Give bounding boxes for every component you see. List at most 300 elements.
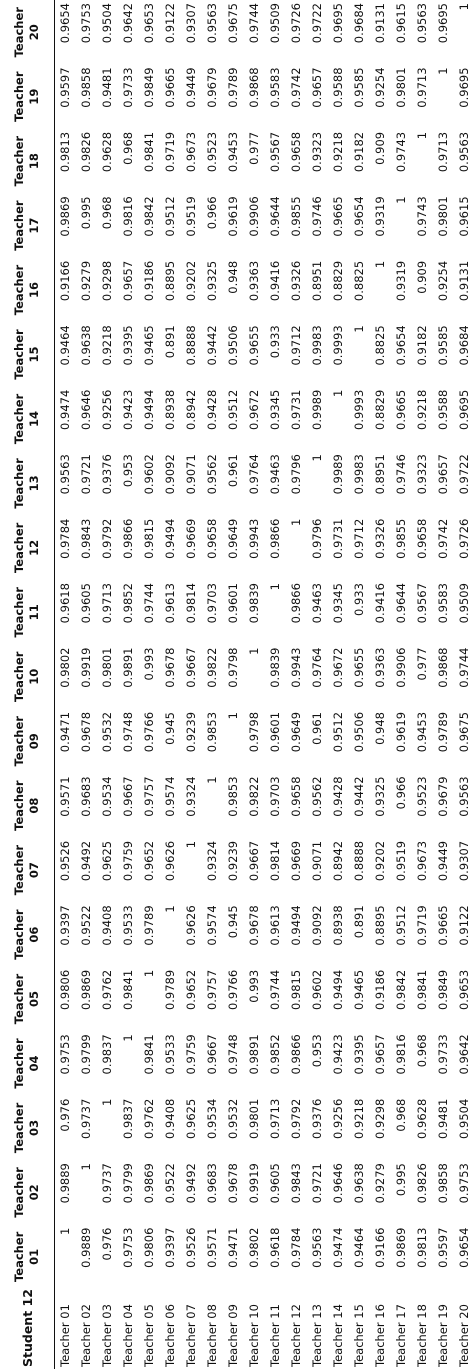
table-cell: 0.9574 xyxy=(205,905,219,946)
table-cell: 0.9533 xyxy=(163,1034,177,1075)
table-cell: 0.9613 xyxy=(268,905,282,946)
table-cell: 0.9449 xyxy=(184,67,198,108)
column-header-line1: Teacher xyxy=(12,1038,26,1089)
table-cell: 0.9618 xyxy=(58,583,73,624)
table-cell: 0.9492 xyxy=(184,1163,198,1204)
row-label: Teacher 06 xyxy=(163,1304,177,1367)
table-cell: 0.8938 xyxy=(331,905,345,946)
table-cell: 0.9254 xyxy=(436,260,450,302)
table-cell: 0.9649 xyxy=(289,711,303,753)
table-cell: 0.9989 xyxy=(310,389,324,430)
table-cell: 0.9737 xyxy=(79,1098,93,1139)
table-cell: 0.9256 xyxy=(331,1098,345,1139)
column-header-line1: Teacher xyxy=(12,200,26,251)
table-cell: 0.9563 xyxy=(205,3,219,44)
table-cell: 0.9802 xyxy=(58,647,73,688)
table-cell: 0.9757 xyxy=(142,776,156,817)
table-cell: 0.9463 xyxy=(310,583,324,624)
table-cell: 0.9583 xyxy=(268,67,282,108)
column-header-line2: 18 xyxy=(27,153,41,170)
table-cell: 0.9567 xyxy=(268,131,282,173)
table-cell: 0.9853 xyxy=(205,711,219,753)
table-cell: 0.9789 xyxy=(226,67,240,108)
table-cell: 0.9891 xyxy=(247,1034,261,1075)
table-cell: 0.9839 xyxy=(247,583,261,624)
table-row xyxy=(139,0,160,1369)
table-cell: 0.9853 xyxy=(226,776,240,817)
table-cell: 0.9442 xyxy=(205,325,219,366)
column-header-line1: Teacher xyxy=(12,71,26,122)
table-cell: 0.9585 xyxy=(436,325,450,366)
table-cell: 0.9652 xyxy=(142,840,156,882)
table-cell: 0.9796 xyxy=(310,518,324,559)
table-cell: 0.9746 xyxy=(394,454,408,495)
table-cell: 0.9319 xyxy=(373,196,387,237)
table-cell: 1 xyxy=(226,711,240,720)
table-cell: 0.945 xyxy=(226,905,240,939)
table-cell: 0.966 xyxy=(394,776,408,810)
table-cell: 0.8942 xyxy=(184,389,198,430)
table-cell: 1 xyxy=(79,1163,93,1171)
column-header xyxy=(0,129,55,193)
table-cell: 0.9605 xyxy=(268,1163,282,1204)
table-cell: 0.9753 xyxy=(79,3,93,44)
table-cell: 0.9562 xyxy=(310,776,324,817)
table-cell: 0.9463 xyxy=(268,454,282,495)
table-row xyxy=(202,0,223,1369)
table-cell: 0.9395 xyxy=(121,325,135,366)
table-cell: 0.9519 xyxy=(394,840,408,882)
table-cell: 0.9654 xyxy=(394,325,408,366)
table-cell: 0.9869 xyxy=(79,969,93,1011)
column-header xyxy=(0,322,55,386)
table-cell: 0.9866 xyxy=(121,518,135,559)
table-cell: 0.9764 xyxy=(310,647,324,688)
table-cell: 0.8829 xyxy=(373,389,387,430)
table-cell: 0.9186 xyxy=(373,969,387,1011)
table-cell: 0.995 xyxy=(79,196,93,230)
table-cell: 0.9866 xyxy=(289,583,303,624)
table-cell: 0.9464 xyxy=(58,325,73,366)
table-cell: 0.9131 xyxy=(457,260,471,302)
table-cell: 0.9588 xyxy=(436,389,450,430)
table-cell: 0.9891 xyxy=(121,647,135,688)
table-cell: 0.909 xyxy=(373,131,387,165)
table-cell: 0.9839 xyxy=(268,647,282,688)
table-cell: 0.9806 xyxy=(58,969,73,1011)
table-cell: 1 xyxy=(163,905,177,913)
table-cell: 0.9792 xyxy=(289,1098,303,1139)
table-cell: 0.968 xyxy=(394,1098,408,1132)
table-cell: 0.9703 xyxy=(205,583,219,624)
table-cell: 0.9799 xyxy=(121,1163,135,1204)
column-header xyxy=(0,967,55,1031)
table-cell: 0.9615 xyxy=(394,3,408,44)
table-row xyxy=(181,0,202,1369)
table-cell: 0.9279 xyxy=(373,1163,387,1204)
table-cell: 0.9849 xyxy=(142,67,156,108)
table-cell: 0.9658 xyxy=(289,776,303,817)
table-cell: 0.9449 xyxy=(436,840,450,882)
table-cell: 0.9563 xyxy=(58,454,73,495)
table-cell: 0.9667 xyxy=(247,840,261,882)
column-header xyxy=(0,0,55,64)
table-cell: 0.9919 xyxy=(247,1163,261,1204)
table-cell: 0.9166 xyxy=(58,260,73,302)
table-cell: 0.9852 xyxy=(121,583,135,624)
table-cell: 0.9494 xyxy=(331,969,345,1011)
table-cell: 0.9789 xyxy=(142,905,156,946)
table-cell: 0.9906 xyxy=(247,196,261,237)
table-cell: 0.9759 xyxy=(121,840,135,882)
table-cell: 0.9678 xyxy=(226,1163,240,1204)
table-cell: 0.9766 xyxy=(226,969,240,1011)
column-header-line2: 02 xyxy=(27,1184,41,1201)
table-cell: 0.9509 xyxy=(268,3,282,44)
table-cell: 0.9667 xyxy=(205,1034,219,1075)
column-header xyxy=(0,1031,55,1095)
table-cell: 0.9615 xyxy=(457,196,471,237)
table-cell: 0.8951 xyxy=(310,260,324,302)
table-row xyxy=(370,0,391,1369)
table-cell: 0.9071 xyxy=(310,840,324,882)
table-cell: 0.9815 xyxy=(289,969,303,1011)
column-header-line1: Teacher xyxy=(12,844,26,896)
table-cell: 0.9657 xyxy=(436,454,450,495)
table-cell: 0.9744 xyxy=(268,969,282,1011)
table-cell: 0.9733 xyxy=(436,1034,450,1075)
table-cell: 0.9423 xyxy=(331,1034,345,1075)
table-cell: 0.9519 xyxy=(184,196,198,237)
table-cell: 1 xyxy=(247,647,261,655)
table-cell: 0.995 xyxy=(394,1163,408,1197)
row-label: Teacher 14 xyxy=(331,1304,345,1367)
table-row xyxy=(391,0,412,1369)
table-cell: 0.9522 xyxy=(163,1163,177,1204)
table-cell: 0.9657 xyxy=(121,260,135,302)
table-cell: 0.9588 xyxy=(331,67,345,108)
table-cell: 0.9254 xyxy=(373,67,387,108)
column-header-line2: 15 xyxy=(27,346,41,363)
table-cell: 0.9408 xyxy=(163,1098,177,1139)
table-cell: 0.9841 xyxy=(142,1034,156,1075)
table-cell: 0.9512 xyxy=(331,711,345,753)
table-cell: 0.9474 xyxy=(58,389,73,430)
corner-label: Student 12 xyxy=(0,1289,55,1369)
table-cell: 0.9442 xyxy=(352,776,366,817)
table-cell: 0.9748 xyxy=(226,1034,240,1075)
table-cell: 0.977 xyxy=(415,647,429,681)
table-cell: 0.9721 xyxy=(79,454,93,495)
table-cell: 0.9813 xyxy=(58,131,73,173)
table-cell: 0.945 xyxy=(163,711,177,745)
table-row xyxy=(97,0,118,1369)
table-cell: 0.9642 xyxy=(121,3,135,44)
column-header xyxy=(0,580,55,644)
table-cell: 0.9319 xyxy=(394,260,408,302)
table-cell: 0.968 xyxy=(100,196,114,230)
table-cell: 0.9602 xyxy=(142,454,156,495)
table-cell: 0.9667 xyxy=(121,776,135,817)
table-cell: 0.9653 xyxy=(142,3,156,44)
table-cell: 0.9453 xyxy=(415,711,429,753)
table-cell: 0.9202 xyxy=(184,260,198,302)
table-cell: 0.9597 xyxy=(58,67,73,108)
table-cell: 0.9726 xyxy=(289,3,303,44)
table-cell: 0.9619 xyxy=(394,711,408,753)
table-cell: 0.9323 xyxy=(415,454,429,495)
column-header-line1: Teacher xyxy=(12,135,26,187)
column-header-line2: 03 xyxy=(27,1119,41,1136)
table-cell: 0.9801 xyxy=(100,647,114,688)
table-cell: 0.9762 xyxy=(142,1098,156,1139)
table-cell: 0.976 xyxy=(100,1227,114,1261)
table-cell: 0.9742 xyxy=(289,67,303,108)
table-cell: 0.9858 xyxy=(436,1163,450,1204)
table-row xyxy=(328,0,349,1369)
table-cell: 0.9733 xyxy=(121,67,135,108)
table-cell: 0.9753 xyxy=(58,1034,73,1075)
table-cell: 0.9737 xyxy=(100,1163,114,1204)
table-cell: 0.9695 xyxy=(331,3,345,44)
column-header-line2: 19 xyxy=(27,88,41,105)
column-header xyxy=(0,387,55,451)
table-cell: 0.9526 xyxy=(58,840,73,882)
table-cell: 0.9919 xyxy=(79,647,93,688)
table-cell: 0.977 xyxy=(247,131,261,165)
table-cell: 0.9474 xyxy=(331,1227,345,1268)
table-cell: 0.9202 xyxy=(373,840,387,882)
table-body xyxy=(55,0,474,1369)
table-cell: 0.9843 xyxy=(289,1163,303,1204)
table-cell: 0.9239 xyxy=(184,711,198,753)
table-cell: 0.953 xyxy=(121,454,135,488)
table-cell: 0.9855 xyxy=(289,196,303,237)
table-cell: 1 xyxy=(289,518,303,526)
table-cell: 0.9858 xyxy=(79,67,93,108)
column-header xyxy=(0,1160,55,1224)
table-cell: 0.9744 xyxy=(247,3,261,44)
row-label: Teacher 17 xyxy=(394,1304,408,1367)
column-header-line2: 07 xyxy=(27,862,41,879)
table-cell: 0.9619 xyxy=(226,196,240,237)
column-header-line1: Teacher xyxy=(12,651,26,702)
table-cell: 0.9801 xyxy=(394,67,408,108)
table-cell: 0.9684 xyxy=(352,3,366,44)
table-cell: 1 xyxy=(205,776,219,784)
table-cell: 0.9512 xyxy=(226,389,240,430)
table-row xyxy=(244,0,265,1369)
table-cell: 0.9719 xyxy=(415,905,429,946)
table-cell: 0.9726 xyxy=(457,518,471,559)
table-cell: 0.9532 xyxy=(100,711,114,753)
row-label: Teacher 04 xyxy=(121,1304,135,1367)
table-cell: 0.9363 xyxy=(247,260,261,302)
table-cell: 0.8888 xyxy=(352,840,366,882)
table-cell: 0.9815 xyxy=(142,518,156,559)
table-cell: 0.9526 xyxy=(184,1227,198,1268)
column-header-line1: Teacher xyxy=(12,587,26,638)
table-cell: 0.9481 xyxy=(436,1098,450,1139)
table-cell: 0.9628 xyxy=(415,1098,429,1139)
table-cell: 0.9989 xyxy=(331,454,345,495)
column-header-line1: Teacher xyxy=(12,264,26,316)
table-cell: 0.9657 xyxy=(373,1034,387,1075)
table-cell: 0.9428 xyxy=(205,389,219,430)
table-cell: 0.9523 xyxy=(415,776,429,817)
table-cell: 0.9492 xyxy=(79,840,93,882)
table-cell: 0.9601 xyxy=(268,711,282,753)
table-cell: 0.968 xyxy=(415,1034,429,1068)
column-header xyxy=(0,451,55,515)
table-cell: 0.9218 xyxy=(415,389,429,430)
column-header xyxy=(0,516,55,580)
column-header-line1: Teacher xyxy=(12,522,26,574)
table-cell: 0.9678 xyxy=(79,711,93,753)
table-cell: 0.9993 xyxy=(352,389,366,430)
table-cell: 0.9759 xyxy=(184,1034,198,1075)
table-cell: 0.933 xyxy=(352,583,366,617)
table-cell: 0.9703 xyxy=(268,776,282,817)
table-cell: 0.9654 xyxy=(457,1227,471,1268)
table-cell: 0.961 xyxy=(310,711,324,745)
column-header-line2: 12 xyxy=(27,539,41,556)
table-cell: 0.9983 xyxy=(352,454,366,495)
table-cell: 1 xyxy=(331,389,345,398)
column-header xyxy=(0,709,55,773)
table-cell: 0.9071 xyxy=(184,454,198,495)
table-cell: 0.9644 xyxy=(394,583,408,624)
table-cell: 0.9654 xyxy=(352,196,366,237)
column-header xyxy=(0,773,55,837)
table-cell: 0.9679 xyxy=(436,776,450,817)
table-cell: 0.9618 xyxy=(268,1227,282,1268)
table-cell: 0.9762 xyxy=(100,969,114,1011)
table-cell: 0.9983 xyxy=(310,325,324,366)
table-cell: 0.9721 xyxy=(310,1163,324,1204)
column-header-line1: Teacher xyxy=(12,1231,26,1283)
table-cell: 0.9678 xyxy=(163,647,177,688)
table-cell: 0.9657 xyxy=(310,67,324,108)
table-cell: 0.9719 xyxy=(163,131,177,173)
table-cell: 0.9626 xyxy=(163,840,177,882)
table-cell: 0.9416 xyxy=(373,583,387,624)
column-header xyxy=(0,902,55,966)
table-cell: 0.9849 xyxy=(436,969,450,1011)
table-cell: 0.9799 xyxy=(79,1034,93,1075)
table-cell: 0.9842 xyxy=(142,196,156,237)
table-cell: 0.9574 xyxy=(163,776,177,817)
table-cell: 0.976 xyxy=(58,1098,73,1132)
table-cell: 0.9494 xyxy=(289,905,303,946)
table-cell: 0.9324 xyxy=(205,840,219,882)
table-cell: 0.9646 xyxy=(79,389,93,430)
table-cell: 0.9764 xyxy=(247,454,261,495)
table-cell: 0.9658 xyxy=(415,518,429,559)
column-header-line1: Teacher xyxy=(12,716,26,767)
table-cell: 0.9665 xyxy=(163,67,177,108)
column-header-line2: 08 xyxy=(27,797,41,814)
table-cell: 0.9626 xyxy=(184,905,198,946)
table-cell: 0.9345 xyxy=(268,389,282,430)
table-cell: 0.9256 xyxy=(100,389,114,430)
table-cell: 0.9869 xyxy=(394,1227,408,1268)
table-cell: 0.9743 xyxy=(415,196,429,237)
table-cell: 0.9866 xyxy=(289,1034,303,1075)
table-row xyxy=(223,0,244,1369)
column-header-line2: 06 xyxy=(27,926,41,943)
table-cell: 0.9852 xyxy=(268,1034,282,1075)
table-cell: 0.9563 xyxy=(457,776,471,817)
row-label: Teacher 15 xyxy=(352,1304,366,1367)
table-cell: 0.9679 xyxy=(205,67,219,108)
table-cell: 0.9646 xyxy=(331,1163,345,1204)
table-cell: 0.9534 xyxy=(100,776,114,817)
row-label: Teacher 07 xyxy=(184,1304,198,1367)
column-header-line1: Teacher xyxy=(12,780,26,831)
column-header-line2: 05 xyxy=(27,991,41,1008)
table-cell: 0.9481 xyxy=(100,67,114,108)
table-cell: 0.9376 xyxy=(100,454,114,495)
table-cell: 0.9866 xyxy=(268,518,282,559)
row-label: Teacher 13 xyxy=(310,1304,324,1367)
table-cell: 0.933 xyxy=(268,325,282,359)
table-cell: 1 xyxy=(121,1034,135,1042)
table-cell: 0.9658 xyxy=(289,131,303,173)
table-cell: 0.9092 xyxy=(163,454,177,495)
table-cell: 0.9625 xyxy=(100,840,114,882)
table-cell: 0.9713 xyxy=(436,131,450,173)
table-cell: 0.9744 xyxy=(142,583,156,624)
table-cell: 0.9532 xyxy=(226,1098,240,1139)
table-cell: 0.9814 xyxy=(268,840,282,882)
table-cell: 0.9506 xyxy=(226,325,240,366)
column-header-line2: 01 xyxy=(27,1248,41,1265)
table-cell: 0.9465 xyxy=(352,969,366,1011)
table-cell: 0.9397 xyxy=(58,905,73,946)
table-cell: 0.9307 xyxy=(457,840,471,882)
table-cell: 0.9567 xyxy=(415,583,429,624)
column-header-line1: Teacher xyxy=(12,329,26,380)
table-cell: 0.9533 xyxy=(121,905,135,946)
table-cell: 0.9806 xyxy=(142,1227,156,1268)
row-label: Teacher 10 xyxy=(247,1304,261,1367)
table-cell: 0.9534 xyxy=(205,1098,219,1139)
table-cell: 0.9802 xyxy=(247,1227,261,1268)
table-row xyxy=(433,0,454,1369)
table-cell: 0.9509 xyxy=(457,583,471,624)
table-cell: 0.9504 xyxy=(457,1098,471,1139)
table-cell: 0.9239 xyxy=(226,840,240,882)
table-cell: 0.9766 xyxy=(142,711,156,753)
table-cell: 0.9345 xyxy=(331,583,345,624)
table-cell: 1 xyxy=(415,131,429,140)
table-row xyxy=(76,0,97,1369)
table-cell: 0.9943 xyxy=(247,518,261,559)
row-label: Teacher 19 xyxy=(436,1304,450,1367)
table-cell: 0.968 xyxy=(121,131,135,165)
table-cell: 0.9423 xyxy=(121,389,135,430)
table-cell: 0.9654 xyxy=(58,3,73,44)
table-cell: 0.9826 xyxy=(79,131,93,173)
table-row xyxy=(265,0,286,1369)
table-cell: 0.9464 xyxy=(352,1227,366,1268)
table-cell: 0.9397 xyxy=(163,1227,177,1268)
table-cell: 0.953 xyxy=(310,1034,324,1068)
table-row xyxy=(454,0,474,1369)
table-cell: 0.9813 xyxy=(415,1227,429,1268)
row-label: Teacher 09 xyxy=(226,1304,240,1367)
